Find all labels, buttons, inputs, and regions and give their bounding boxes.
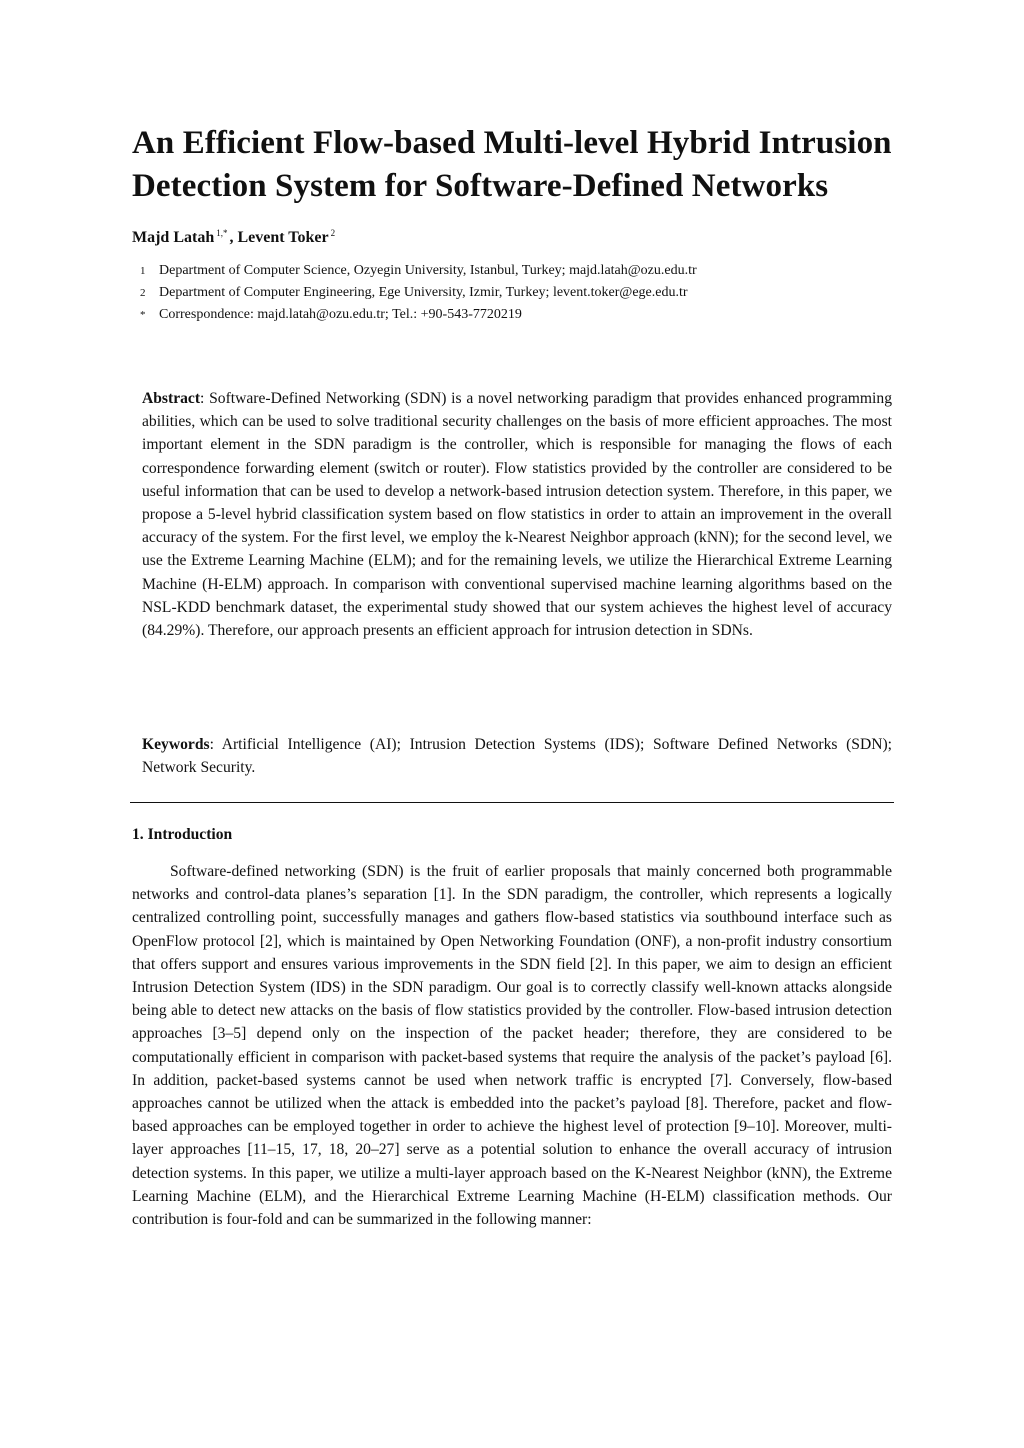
introduction-paragraph: Software-defined networking (SDN) is the fruit of earlier proposals that mainly concerned both programmable networks and control-data planes’s separation [1]. In the SDN paradigm, the controller, which represents a logically centralized controlling point, successfully manages and gathers flow-based statistics via southbound interface such as OpenFlow protocol [2], which is maintained by Open Networking Foundation (ONF), a non-profit industry consortium that offers support and ensures various improvements in the SDN field [2]. In this paper, we aim to design an efficient Intrusion Detection System (IDS) in the SDN paradigm. Our goal is to correctly classify well-known attacks alongside being able to detect new attacks on the basis of flow statistics provided by the controller. Flow-based intrusion detection approaches [3–5] depend only on the inspection of the packet header; therefore, they are considered to be computationally efficient in comparison with packet-based systems that require the analysis of the packet’s payload [6]. In addition, packet-based systems cannot be used when network traffic is encrypted [7]. Conversely, flow-based approaches cannot be utilized when the attack is embedded into the packet’s payload [8]. Therefore, packet and flow-based approaches can be employed together in order to achieve the highest level of protection [9–10]. Moreover, multi-layer approaches [11–15, 17, 18, 20–27] serve as a potential solution to enhance the overall accuracy of intrusion detection systems. In this paper, we utilize a multi-layer approach based on the K-Nearest Neighbor (kNN), the Extreme Learning Machine (ELM), and the Hierarchical Extreme Learning Machine (H-ELM) classification methods. Our contribution is four-fold and can be summarized in the following manner:: [132, 863, 892, 1229]
abstract-text: : Software-Defined Networking (SDN) is a novel networking paradigm that provides enhanced programming abilities, which can be used to solve traditional security challenges on the basis of more efficient approaches. The most important element in the SDN paradigm is the controller, which is responsible for managing the flows of each correspondence forwarding element (switch or router). Flow statistics provided by the controller are considered to be useful information that can be used to develop a network-based intrusion detection system. Therefore, in this paper, we propose a 5-level hybrid classification system based on flow statistics in order to attain an improvement in the overall accuracy of the system. For the first level, we employ the k-Nearest Neighbor approach (kNN); for the second level, we use the Extreme Learning Machine (ELM); and for the remaining levels, we utilize the Hierarchical Extreme Learning Machine (H-ELM) approach. In comparison with conventional supervised machine learning algorithms based on the NSL-KDD benchmark dataset, the experimental study showed that our system achieves the highest level of accuracy (84.29%). Therefore, our approach presents an efficient approach for intrusion detection in SDNs.: [142, 390, 892, 640]
affiliation-item: [132, 304, 892, 326]
author-affiliation-marks: 2: [330, 228, 336, 238]
affiliation-mark: 2: [140, 287, 146, 299]
author-name: Levent Toker: [237, 229, 329, 246]
author-name: Majd Latah: [132, 229, 215, 246]
affiliation-text: Correspondence: majd.latah@ozu.edu.tr; Tel.: +90-543-7720219: [159, 307, 522, 322]
affiliation-list: [132, 260, 892, 326]
affiliation-item: [132, 260, 892, 282]
keywords: [142, 733, 892, 779]
affiliation-mark: *: [140, 309, 146, 321]
abstract: [142, 387, 892, 642]
keywords-text: : Artificial Intelligence (AI); Intrusion Detection Systems (IDS); Software Defined Networks (SDN); Network Security.: [142, 736, 892, 777]
author-affiliation-marks: 1,*: [216, 228, 228, 238]
paper-title: An Efficient Flow-based Multi-level Hybrid Intrusion Detection System for Software-Defined Networks: [132, 125, 892, 204]
abstract-label: Abstract: [142, 390, 201, 407]
affiliation-text: Department of Computer Engineering, Ege University, Izmir, Turkey; levent.toker@ege.edu.tr: [159, 285, 688, 300]
author-separator: ,: [229, 229, 238, 246]
keywords-label: Keywords: [142, 736, 210, 753]
section-heading-introduction: 1. Introduction: [132, 826, 233, 843]
affiliation-mark: 1: [140, 265, 146, 277]
author-list: [132, 228, 337, 247]
section-divider: [130, 802, 894, 803]
affiliation-text: Department of Computer Science, Ozyegin University, Istanbul, Turkey; majd.latah@ozu.edu.tr: [159, 263, 697, 278]
affiliation-item: [132, 282, 892, 304]
